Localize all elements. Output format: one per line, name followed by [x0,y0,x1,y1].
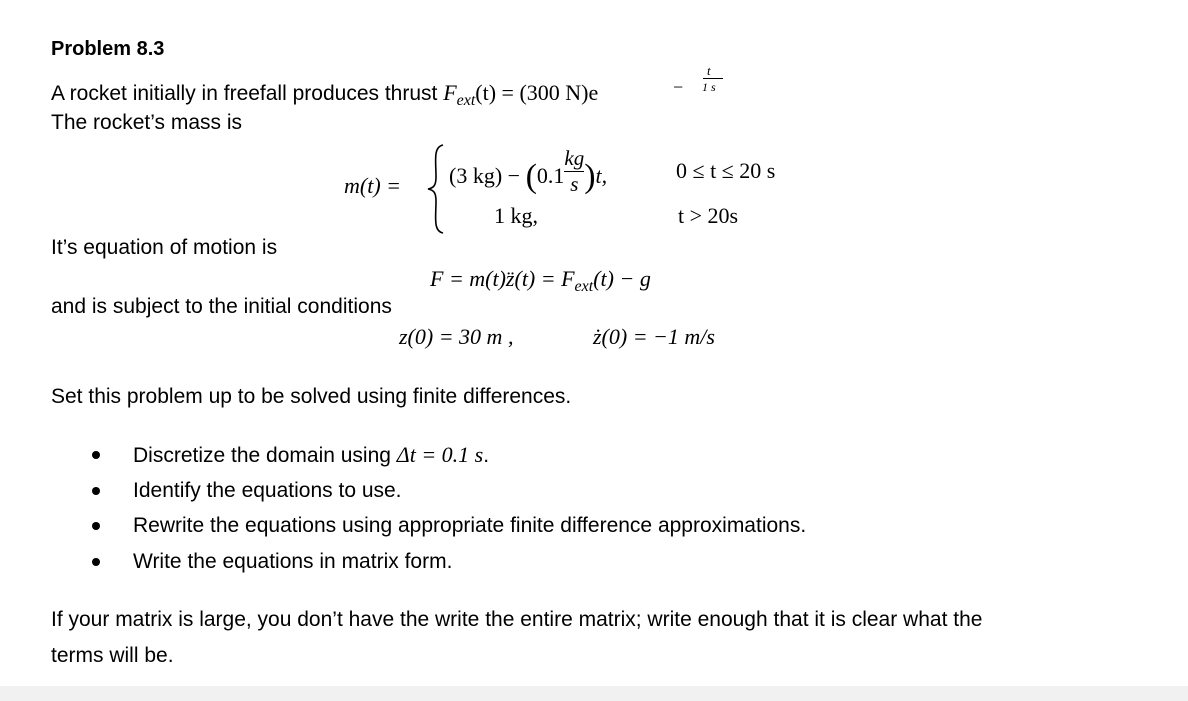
piecewise-brace [425,143,449,235]
setup-instruction: Set this problem up to be solved using finite differences. [51,385,572,408]
exponent-denominator: 1 s [702,80,716,94]
rate-numerator: kg [564,146,585,171]
thrust-symbol: F [443,80,457,105]
mass-case1-coef: 0.1 [536,163,565,188]
intro-line [51,80,598,109]
paren-right: ) [584,158,596,195]
mass-intro: The rocket’s mass is [51,111,242,134]
paren-left: ( [525,158,537,195]
exponent-fraction-bar [703,78,723,79]
ic-intro: and is subject to the initial conditions [51,295,392,318]
equation-of-motion [430,266,651,295]
mass-case1 [449,146,608,197]
mass-case1-a: (3 kg) − [449,163,526,188]
eom-right: (t) − g [593,266,651,291]
mass-rate-fraction [564,146,584,197]
bullet-item-1 [133,442,489,469]
mass-lhs: m(t) = [344,173,401,198]
mass-case1-t: t, [595,163,608,188]
closing-line-2: terms will be. [51,644,174,667]
mass-case2-value: 1 kg, [494,203,538,228]
eom-left: F = m(t)z̈(t) = F [430,266,575,291]
closing-line-1: If your matrix is large, you don’t have the write the entire matrix; write enough that it is clear what the [51,608,983,631]
bullet-item-2: Identify the equations to use. [133,479,402,502]
rate-denominator: s [564,171,584,197]
bullet-item-3: Rewrite the equations using appropriate finite difference approximations. [133,514,807,537]
page-bottom-edge [0,686,1188,701]
exponent-minus: − [673,77,684,97]
thrust-subscript: ext [456,92,476,109]
initial-condition-position: z(0) = 30 m , [399,324,514,349]
intro-text: A rocket initially in freefall produces thrust [51,82,444,105]
bullet-1-text: Discretize the domain using [133,444,397,467]
thrust-rhs: (t) = (300 N)e [475,80,599,105]
bullet-item-4: Write the equations in matrix form. [133,550,453,573]
mass-case2-condition: t > 20s [678,203,739,228]
mass-case1-condition: 0 ≤ t ≤ 20 s [676,158,776,183]
bullet-1-math: Δt = 0.1 s [396,442,484,467]
exponent-numerator: t [707,63,711,78]
problem-title: Problem 8.3 [51,38,165,60]
bullet-dot [92,451,100,459]
bullet-1-end: . [483,444,490,467]
bullet-dot [92,558,100,566]
initial-condition-velocity: ż(0) = −1 m/s [593,324,715,349]
eom-intro: It’s equation of motion is [51,236,278,259]
bullet-dot [92,487,100,495]
bullet-dot [92,522,100,530]
eom-subscript: ext [574,278,594,295]
